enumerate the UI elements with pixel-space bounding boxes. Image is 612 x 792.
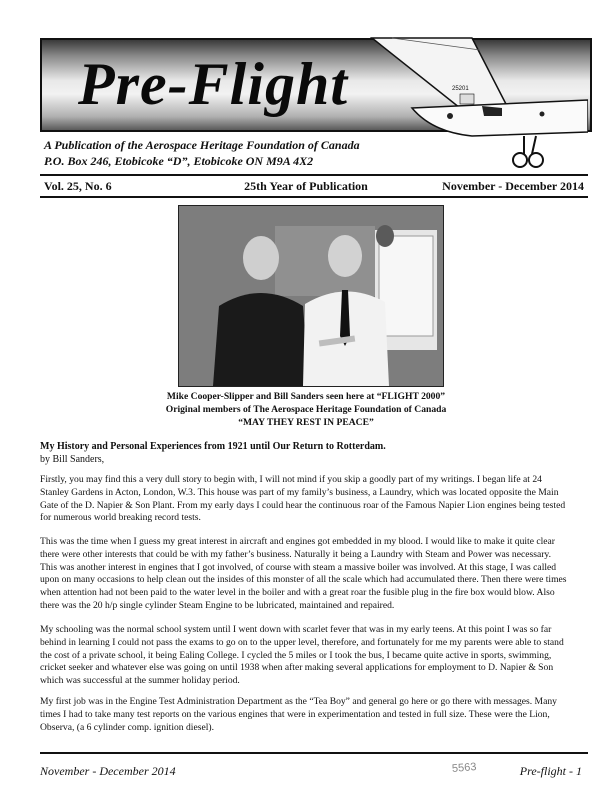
text-line: the cost of a private school, it being Ealing College. I cycled the 5 miles or I took the bus, I became quite active in sports, swimming, <box>40 649 552 661</box>
divider <box>40 174 588 176</box>
text-line: there was the 20 h/p single cylinder Steam Engine to be lubricated, maintained and repaired. <box>40 599 395 611</box>
divider <box>40 196 588 198</box>
person-right <box>328 235 362 277</box>
issue-anniversary: 25th Year of Publication <box>244 179 368 193</box>
text-line: cricket seeker and whatever else was going on until 1938 when after making several applications for employment to D. Napier & Son <box>40 662 554 674</box>
photo-caption <box>0 390 612 429</box>
fuselage <box>412 100 588 136</box>
text-line: Observa, (a 6 cylinder comp. ignition diesel). <box>40 721 214 733</box>
photo-scene <box>179 206 443 386</box>
footer-divider <box>40 752 588 754</box>
issue-volume: Vol. 25, No. 6 <box>44 179 112 193</box>
footer-page-label: Pre-flight - 1 <box>519 764 582 778</box>
publisher-line: A Publication of the Aerospace Heritage Foundation of Canada <box>44 138 360 152</box>
article-paragraph <box>40 696 588 734</box>
text-line: for numerous world breaking record tests. <box>40 512 201 524</box>
text-line: which was successful at the summer holiday period. <box>40 675 240 687</box>
tail-fin <box>372 38 508 108</box>
text-line: times I had to take many test reports on the various engines that were in experimentation and tested in full size. These were the Lion, <box>40 708 550 720</box>
text-line: behind in learning I could not pass the exams to go on to the upper level, therefore, and fortunately for me my parents were able to stand <box>40 636 564 648</box>
text-line: when attention had not been paid to the water level in the boiler and with a great roar the fusible plug in the fire box would blow. Also <box>40 587 555 599</box>
caption-line: Mike Cooper-Slipper and Bill Sanders seen here at “FLIGHT 2000” <box>166 391 446 402</box>
caption-line: Original members of The Aerospace Heritage Foundation of Canada <box>165 404 447 415</box>
article-paragraph <box>40 474 588 525</box>
address-line: P.O. Box 246, Etobicoke “D”, Etobicoke ON M9A 4X2 <box>44 154 314 168</box>
photograph <box>178 205 444 387</box>
handwritten-number: 5563 <box>451 760 477 776</box>
person-left <box>243 236 279 280</box>
aircraft-illustration <box>352 36 588 172</box>
text-line: there were other interests that could be with my father’s business. Naturally it being a Laundry with Steam and Power was necessary. <box>40 548 551 560</box>
footer-date: November - December 2014 <box>40 764 176 778</box>
caption-line: “MAY THEY REST IN PEACE” <box>238 417 374 428</box>
text-line: Stanley Gardens in Acton, London, W.3. This house was part of my family’s business, a Laundry, which was located opposite the Main <box>40 486 559 498</box>
text-line: upon on many occasions to help clean out the insides of this monster of all the scale which had accumulated there. Then there were times <box>40 574 567 586</box>
text-line: My schooling was the normal school system until I went down with scarlet fever that was in my early teens. At this point I was so far <box>40 624 552 635</box>
article-title: My History and Personal Experiences from 1921 until Our Return to Rotterdam. <box>40 441 386 452</box>
article-paragraph <box>40 624 588 688</box>
text-line: This was another interest in engines that I got involved, of course with steam a massive boiler was involved. At this stage, I was called <box>40 561 557 573</box>
article-paragraph <box>40 536 588 613</box>
text-line: This was the time when I guess my great interest in aircraft and engines got embedded in my blood. I would like to make it quite clear <box>40 536 555 547</box>
masthead-title: Pre-Flight <box>78 51 349 117</box>
text-line: Gate of the D. Napier & Son Plant. From my early days I could hear the continuous roar of the Famous Napier Lion engines being tested <box>40 499 566 511</box>
text-line: My first job was in the Engine Test Administration Department as the “Tea Boy” and general go here or go there with messages. Many <box>40 696 557 707</box>
landing-gear-wheel <box>529 153 543 167</box>
landing-gear-wheel <box>513 153 527 167</box>
aircraft-serial: 25201 <box>452 86 469 92</box>
issue-date: November - December 2014 <box>442 179 584 193</box>
text-line: Firstly, you may find this a very dull story to begin with, I will not mind if you skip a goodly part of my writings. I began life at 24 <box>40 474 542 485</box>
article-byline: by Bill Sanders, <box>40 454 105 465</box>
